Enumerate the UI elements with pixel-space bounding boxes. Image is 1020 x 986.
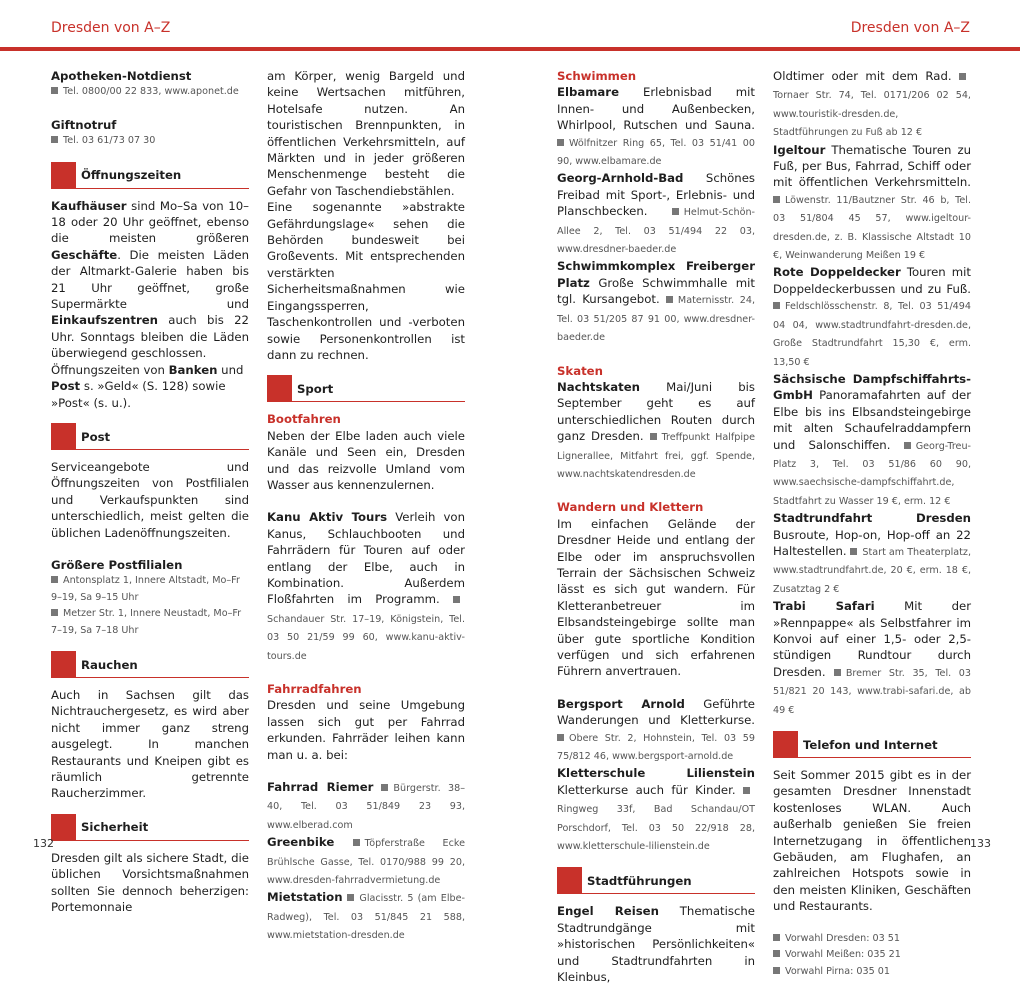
square-bullet-icon [666,296,673,303]
section-marker-icon [51,423,76,449]
square-bullet-icon [453,596,460,603]
section-marker-icon [773,731,798,757]
entry: Oldtimer oder mit dem Rad. Tornaer Str. 74, Tel. 0171/206 02 54, www.touristik-dresden.de, Stadtführungen zu Fuß ab 12 € [773,69,971,139]
entry: Trabi Safari Mit der »Rennpappe« als Selbstfahrer im Konvoi auf einer 1,5- oder 2,5-stündigen Rundtour durch Dresden. Bremer Str. 35, Tel. 03 51/821 20 143, www.trabi-safari.de, ab 49 € [773,599,972,716]
page-number-left: 132 [33,837,54,850]
square-bullet-icon [51,136,58,143]
square-bullet-icon [557,734,564,741]
square-bullet-icon [557,139,564,146]
subsection-heading: Fahrradfahren [267,682,362,696]
paragraph: Seit Sommer 2015 gibt es in der gesamten Dresdner Innenstadt kostenloses WLAN. Auch außerhalb genießen Sie freien Internetzugang in öffentlichen Gebäuden, am Flughafen, an zahlreichen Hotspots sowie in den meisten Kliniken, Geschäften und Restaurants. [773,768,971,914]
square-bullet-icon [51,87,58,94]
column-1 [51,68,249,915]
entry-info: Antonsplatz 1, Innere Altstadt, Mo–Fr 9–19, Sa 9–15 Uhr [51,575,240,603]
square-bullet-icon [51,609,58,616]
entry: Engel Reisen Thematische Stadtrundgänge mit »historischen Persönlichkeiten« und Stadtrundfahrten in Kleinbus, [557,904,755,985]
square-bullet-icon [959,73,966,80]
running-header-left: Dresden von A–Z [51,20,171,36]
entry: Igeltour Thematische Touren zu Fuß, per Bus, Fahrrad, Schiff oder mit öffentlichen Verkehrsmitteln. Löwenstr. 11/Bautzner Str. 46 b, Tel. 03 51/804 45 57, www.igeltour-dresden.de, z. B. Klassische Altstadt 10 €, Weinwanderung Meißen 19 € [773,142,971,262]
paragraph: Neben der Elbe laden auch viele Kanäle und Seen ein, Dresden und das reizvolle Umland vom Wasser aus kennenzulernen. [267,428,465,492]
section-heading: Sport [267,376,465,402]
entry: Georg-Arnhold-Bad Schönes Freibad mit Sport-, Erlebnis- und Planschbecken. Helmut-Schön-Allee 2, Tel. 03 51/494 22 03, www.dresdner-baeder.de [557,171,755,256]
entry: Schwimmkomplex Freiberger Platz Große Schwimmhalle mit tgl. Kursangebot. Maternisstr. 24, Tel. 03 51/205 87 91 00, www.dresdner-baeder.de [557,259,755,344]
paragraph: am Körper, wenig Bargeld und keine Wertsachen mitführen, Hotelsafe nutzen. An touristischen Brennpunkten, in öffentlichen Verkehrsmitteln, auf Märkten und in jeder größeren Menschenmenge besteht die Gefahr von Taschendiebstählen. [267,69,465,198]
square-bullet-icon [743,787,750,794]
section-heading: Sicherheit [51,815,249,841]
section-marker-icon [51,814,76,840]
entry: Mietstation Glacisstr. 5 (am Elbe-Radweg), Tel. 03 51/845 21 588, www.mietstation-dresden.de [267,890,465,942]
square-bullet-icon [672,208,679,215]
column-2 [267,68,465,945]
entry-info: Vorwahl Meißen: 035 21 [773,947,971,963]
running-header-right: Dresden von A–Z [850,20,970,36]
entry-title: Größere Postfilialen [51,557,183,572]
paragraph: Dresden und seine Umgebung lassen sich gut per Fahrrad erkunden. Fahrräder leihen kann man u. a. bei: [267,698,465,762]
subsection-heading: Wandern und Klettern [557,500,704,515]
entry: Nachtskaten Mai/Juni bis September geht es auf unterschiedlichen Routen durch ganz Dresden. Treffpunkt Halfpipe Lignerallee, Mitfahrt frei, ggf. Spende, www.nachtskatendresden.de [557,379,755,480]
square-bullet-icon [773,196,780,203]
square-bullet-icon [773,302,780,309]
square-bullet-icon [850,548,857,555]
entry-info: Tel. 0800/00 22 833, www.aponet.de [51,84,249,100]
section-heading: Telefon und Internet [773,732,971,758]
page-number-right: 133 [970,837,991,850]
entry: Kanu Aktiv Tours Verleih von Kanus, Schlauchbooten und Fahrrädern für Touren auf oder entlang der Elbe, auch in Kombination. Außerdem Floßfahrten im Programm. Schandauer Str. 17–19, Königstein, Tel. 03 50 21/59 99 60, www.kanu-aktiv-tours.de [267,510,465,662]
section-heading: Post [51,424,249,450]
subsection-heading: Schwimmen [557,69,637,83]
entry-info: Vorwahl Pirna: 035 01 [773,964,971,980]
entry: Stadtrundfahrt Dresden Busroute, Hop-on, Hop-off an 22 Haltestellen. Start am Theaterplatz, www.stadtrundfahrt.de, 20 €, erm. 18 €, Zusatztag 2 € [773,511,972,595]
entry-info: Metzer Str. 1, Innere Neustadt, Mo–Fr 7–19, Sa 7–18 Uhr [51,608,242,636]
column-4 [773,68,971,980]
subsection-heading: Skaten [557,363,603,378]
paragraph: Dresden gilt als sichere Stadt, die üblichen Vorsichtsmaßnahmen sollten Sie dennoch beherzigen: Portemonnaie [51,850,249,915]
section-marker-icon [51,651,76,677]
entry-title: Giftnotruf [51,117,117,132]
entry: Fahrrad Riemer Bürgerstr. 38–40, Tel. 03 51/849 23 93, www.elberad.com [267,780,465,831]
paragraph: Kaufhäuser sind Mo–Sa von 10–18 oder 20 Uhr geöffnet, ebenso die meisten größeren Geschäfte. Die meisten Läden der Altmarkt-Galerie haben bis 21 Uhr geöffnet, große Supermärkte und Einkaufszentren auch bis 22 Uhr. Sonntags bleiben die Läden überwiegend geschlossen. [51,198,249,361]
square-bullet-icon [904,442,911,449]
paragraph: Öffnungszeiten von Banken und Post s. »Geld« (S. 128) sowie »Post« (s. u.). [51,362,244,410]
subsection-heading: Bootfahren [267,412,341,427]
column-3 [557,68,755,986]
entry: Greenbike Töpferstraße Ecke Brühlsche Gasse, Tel. 0170/988 99 20, www.dresden-fahrradvermietung.de [267,835,465,887]
entry: Sächsische Dampfschiffahrts-GmbH Panoramafahrten auf der Elbe bis ins Elbsandsteingebirge mit alten Schaufelraddampfern und Salonschiffen. Georg-Treu-Platz 3, Tel. 03 51/86 60 90, www.saechsische-dampfschiffahrt.de, Stadtfahrt zu Wasser 19 €, erm. 12 € [773,371,971,507]
square-bullet-icon [834,669,841,676]
paragraph: Auch in Sachsen gilt das Nichtrauchergesetz, es wird aber nicht immer ganz streng ausgelegt. In manchen Restaurants und Kneipen gibt es räumlich getrennte Raucherzimmer. [51,687,249,801]
entry: Bergsport Arnold Geführte Wanderungen und Kletterkurse. Obere Str. 2, Hohnstein, Tel. 03 59 75/812 46, www.bergsport-arnold.de [557,696,755,763]
entry: Elbamare Erlebnisbad mit Innen- und Außenbecken, Whirlpool, Rutschen und Sauna. Wölfnitzer Ring 65, Tel. 03 51/41 00 90, www.elbamare.de [557,85,755,168]
square-bullet-icon [353,839,360,846]
section-marker-icon [557,867,582,893]
section-heading: Öffnungszeiten [51,163,249,189]
entry: Kletterschule Lilienstein Kletterkurse auch für Kinder. Ringweg 33f, Bad Schandau/OT Porschdorf, Tel. 03 50 22/918 28, www.kletterschule-lilienstein.de [557,766,755,853]
entry-info: Tel. 03 61/73 07 30 [51,133,249,149]
square-bullet-icon [51,576,58,583]
square-bullet-icon [381,784,388,791]
square-bullet-icon [773,967,780,974]
square-bullet-icon [773,950,780,957]
paragraph: Serviceangebote und Öffnungszeiten von Postfilialen und Verkaufspunkten sind unterschiedlich, meist gelten die üblichen Ladenöffnungszeiten. [51,459,249,540]
paragraph: Eine sogenannte »abstrakte Gefährdungslage« sehen die Behörden bundesweit bei Großevents. Mit entsprechenden verstärkten Sicherheitsmaßnahmen wie Eingangssperren, Taschenkontrollen und -verboten sowie Personenkontrollen ist dann zu rechnen. [267,200,465,362]
section-heading: Stadtführungen [557,868,755,894]
entry-info: Vorwahl Dresden: 03 51 [773,931,971,947]
entry-title: Apotheken-Notdienst [51,69,192,83]
entry: Rote Doppeldecker Touren mit Doppeldeckerbussen und zu Fuß. Feldschlösschenstr. 8, Tel. 03 51/494 04 04, www.stadtrundfahrt-dresden.de, Große Stadtrundfahrt 15,30 €, erm. 13,50 € [773,265,971,368]
square-bullet-icon [650,433,657,440]
section-marker-icon [267,375,292,401]
section-heading: Rauchen [51,652,249,678]
square-bullet-icon [773,934,780,941]
square-bullet-icon [347,894,354,901]
paragraph: Im einfachen Gelände der Dresdner Heide und entlang der Elbe oder im anspruchsvollen Terrain der Sächsischen Schweiz lässt es sich gut wandern. Für Kletteranbetreuer im Elbsandsteingebirge sollte man über gute sportliche Kondition verfügen und sich erfahrenen Führern anvertrauen. [557,516,755,679]
section-marker-icon [51,162,76,188]
header-rule [0,47,1020,51]
